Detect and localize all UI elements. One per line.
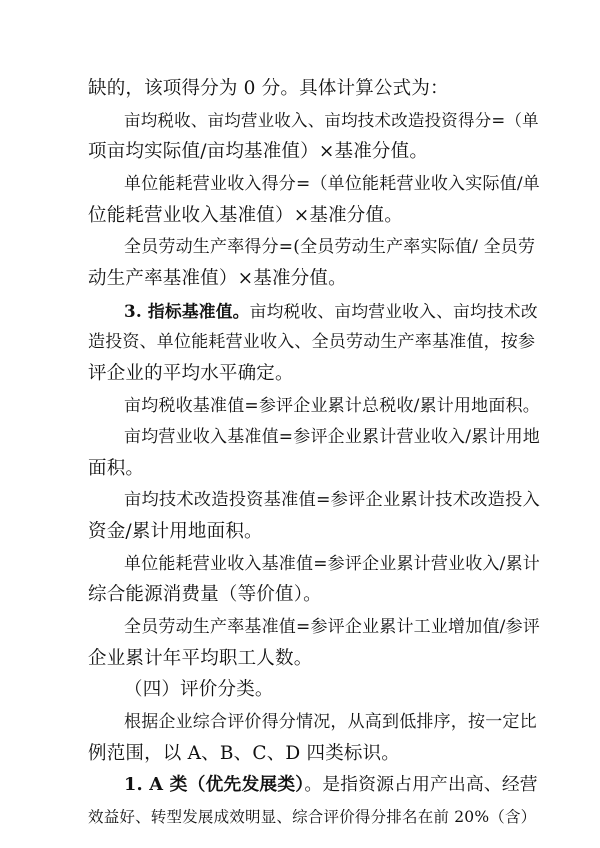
- text-line: 造投资、单位能耗营业收入、全员劳动生产率基准值，按参: [88, 332, 536, 353]
- category-heading-line: [124, 774, 538, 796]
- text-line: 根据企业综合评价得分情况，从高到低排序，按一定比: [124, 712, 537, 733]
- text-line: 缺的，该项得分为 0 分。具体计算公式为：: [88, 78, 449, 99]
- text-line: 亩均营业收入基准值=参评企业累计营业收入/累计用地: [124, 427, 540, 448]
- text-line: 动生产率基准值）×基准分值。: [88, 267, 347, 289]
- bold-heading: 3. 指标基准值。: [124, 300, 250, 321]
- category-a-heading: 1. A 类（优先发展类）: [124, 774, 305, 796]
- text-line: 单位能耗营业收入得分=（单位能耗营业收入实际值/单: [124, 173, 540, 194]
- text-line: 全员劳动生产率得分=(全员劳动生产率实际值/ 全员劳: [124, 237, 536, 258]
- text-line: 企业累计年平均职工人数。: [88, 647, 313, 669]
- text-line: 项亩均实际值/亩均基准值）×基准分值。: [88, 141, 429, 163]
- text-line: 综合能源消费量（等价值）。: [88, 584, 322, 606]
- text-line: 亩均税收、亩均营业收入、亩均技术改造投资得分=（单: [124, 110, 539, 130]
- text-line: 资金/累计用地面积。: [88, 521, 263, 543]
- text-line: 例范围，以 A、B、C、D 四类标识。: [88, 742, 401, 764]
- text-line: 位能耗营业收入基准值）×基准分值。: [88, 204, 403, 226]
- text-line: 亩均税收基准值=参评企业累计总税收/累计用地面积。: [124, 395, 540, 416]
- category-a-text: 。是指资源占用产出高、经营: [304, 775, 538, 796]
- text-line: 面积。: [88, 457, 145, 479]
- text-line: 效益好、转型发展成效明显、综合评价得分排名在前 20%（含）: [88, 808, 537, 826]
- text-line: 单位能耗营业收入基准值=参评企业累计营业收入/累计: [124, 553, 540, 574]
- text-line: 亩均技术改造投资基准值=参评企业累计技术改造投入: [124, 490, 541, 511]
- section-heading: （四）评价分类。: [124, 679, 274, 701]
- text-line: 全员劳动生产率基准值=参评企业累计工业增加值/参评: [124, 617, 540, 638]
- heading-line: [124, 300, 538, 322]
- text-line: 评企业的平均水平确定。: [88, 362, 294, 384]
- heading-text: 亩均税收、亩均营业收入、亩均技术改: [249, 300, 538, 321]
